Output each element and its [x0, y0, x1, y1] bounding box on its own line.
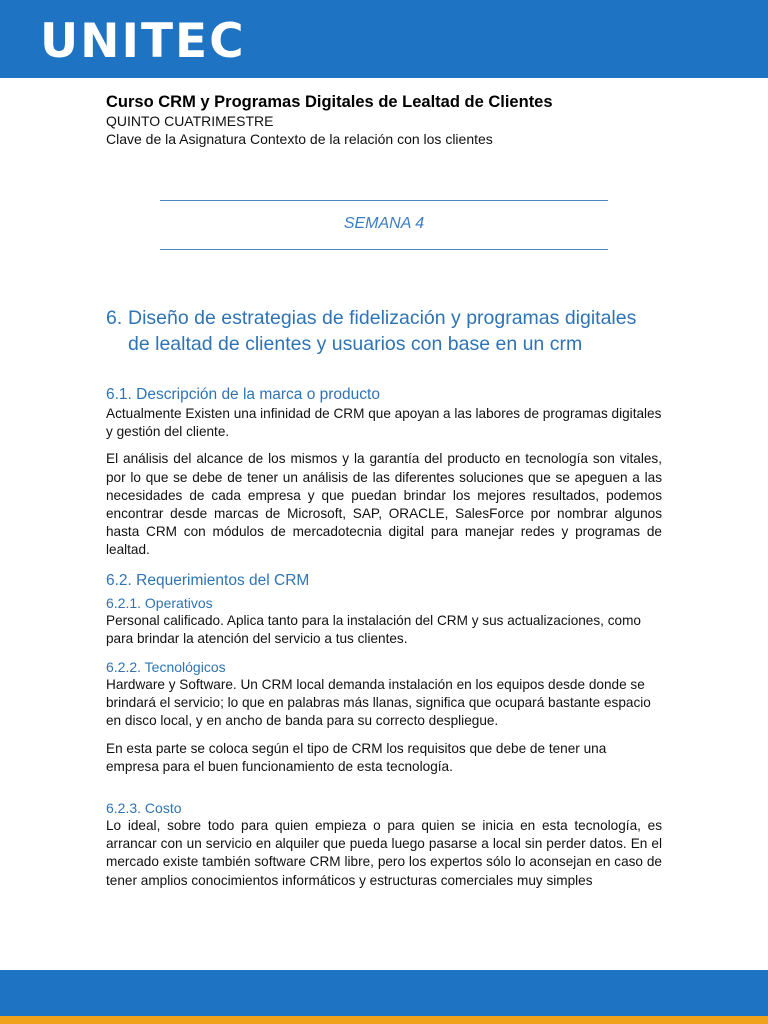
- heading-6-2-2: 6.2.2. Tecnológicos: [106, 659, 226, 676]
- unitec-logo: UNITEC: [40, 14, 246, 69]
- heading-6-2-3: 6.2.3. Costo: [106, 800, 182, 817]
- paragraph-6-2-3: Lo ideal, sobre todo para quien empieza o para quien se inicia en esta tecnología, es arrancar con un servicio en alquiler que pueda luego pasarse a local sin perder datos. En el mercado existe también software CRM libre, pero los expertos sólo lo aconsejan en caso de tener amplios conocimientos informáticos y estructuras comerciales muy simples: [106, 818, 662, 888]
- footer-accent-stripe: [0, 1016, 768, 1024]
- week-label: SEMANA 4: [343, 215, 425, 232]
- header-bar: [0, 0, 768, 78]
- section-title-line1: Diseño de estrategias de fidelización y programas digitales: [128, 307, 637, 329]
- section-number: 6.: [106, 307, 123, 329]
- main-content: [106, 385, 662, 890]
- paragraph-6-2-2-b: En esta parte se coloca según el tipo de CRM los requisitos que debe de tener una empresa para el buen funcionamiento de esta tecnología.: [106, 740, 607, 774]
- week-bottom-divider: [160, 249, 608, 250]
- course-info: [106, 92, 666, 148]
- paragraph-6-1-a: Actualmente Existen una infinidad de CRM que apoyan a las labores de programas digitales y gestión del cliente.: [106, 406, 662, 440]
- week-top-divider: [160, 200, 608, 201]
- heading-6-1: 6.1. Descripción de la marca o producto: [106, 386, 380, 403]
- paragraph-6-1-b: El análisis del alcance de los mismos y la garantía del producto en tecnología son vitales, por lo que se debe de tener un análisis de las diferentes soluciones que se apeguen a las necesidades de cada empresa y que puedan brindar los mejores resultados, podemos encontrar desde marcas de Microsoft, SAP, ORACLE, SalesForce por nombrar algunos hasta CRM con módulos de mercadotecnia digital para manejar redes y programas de lealtad.: [106, 451, 662, 558]
- heading-6-2: 6.2. Requerimientos del CRM: [106, 571, 310, 589]
- heading-6-2-1: 6.2.1. Operativos: [106, 594, 213, 611]
- paragraph-6-2-2-a: Hardware y Software. Un CRM local demanda instalación en los equipos desde donde se brindará el servicio; lo que en palabras más llanas, significa que ocupará bastante espacio en disco local, y en ancho de banda para su correcto despliegue.: [106, 677, 651, 729]
- paragraph-6-2-1: Personal calificado. Aplica tanto para la instalación del CRM y sus actualizaciones, como para brindar la atención del servicio a tus clientes.: [106, 612, 641, 646]
- course-term: QUINTO CUATRIMESTRE: [106, 113, 274, 129]
- course-title: Curso CRM y Programas Digitales de Lealtad de Clientes: [106, 93, 553, 111]
- course-subject: Clave de la Asignatura Contexto de la relación con los clientes: [106, 131, 493, 147]
- footer-bar: [0, 970, 768, 1016]
- section-heading: [106, 305, 686, 357]
- section-title-line2: de lealtad de clientes y usuarios con base en un crm: [128, 333, 583, 355]
